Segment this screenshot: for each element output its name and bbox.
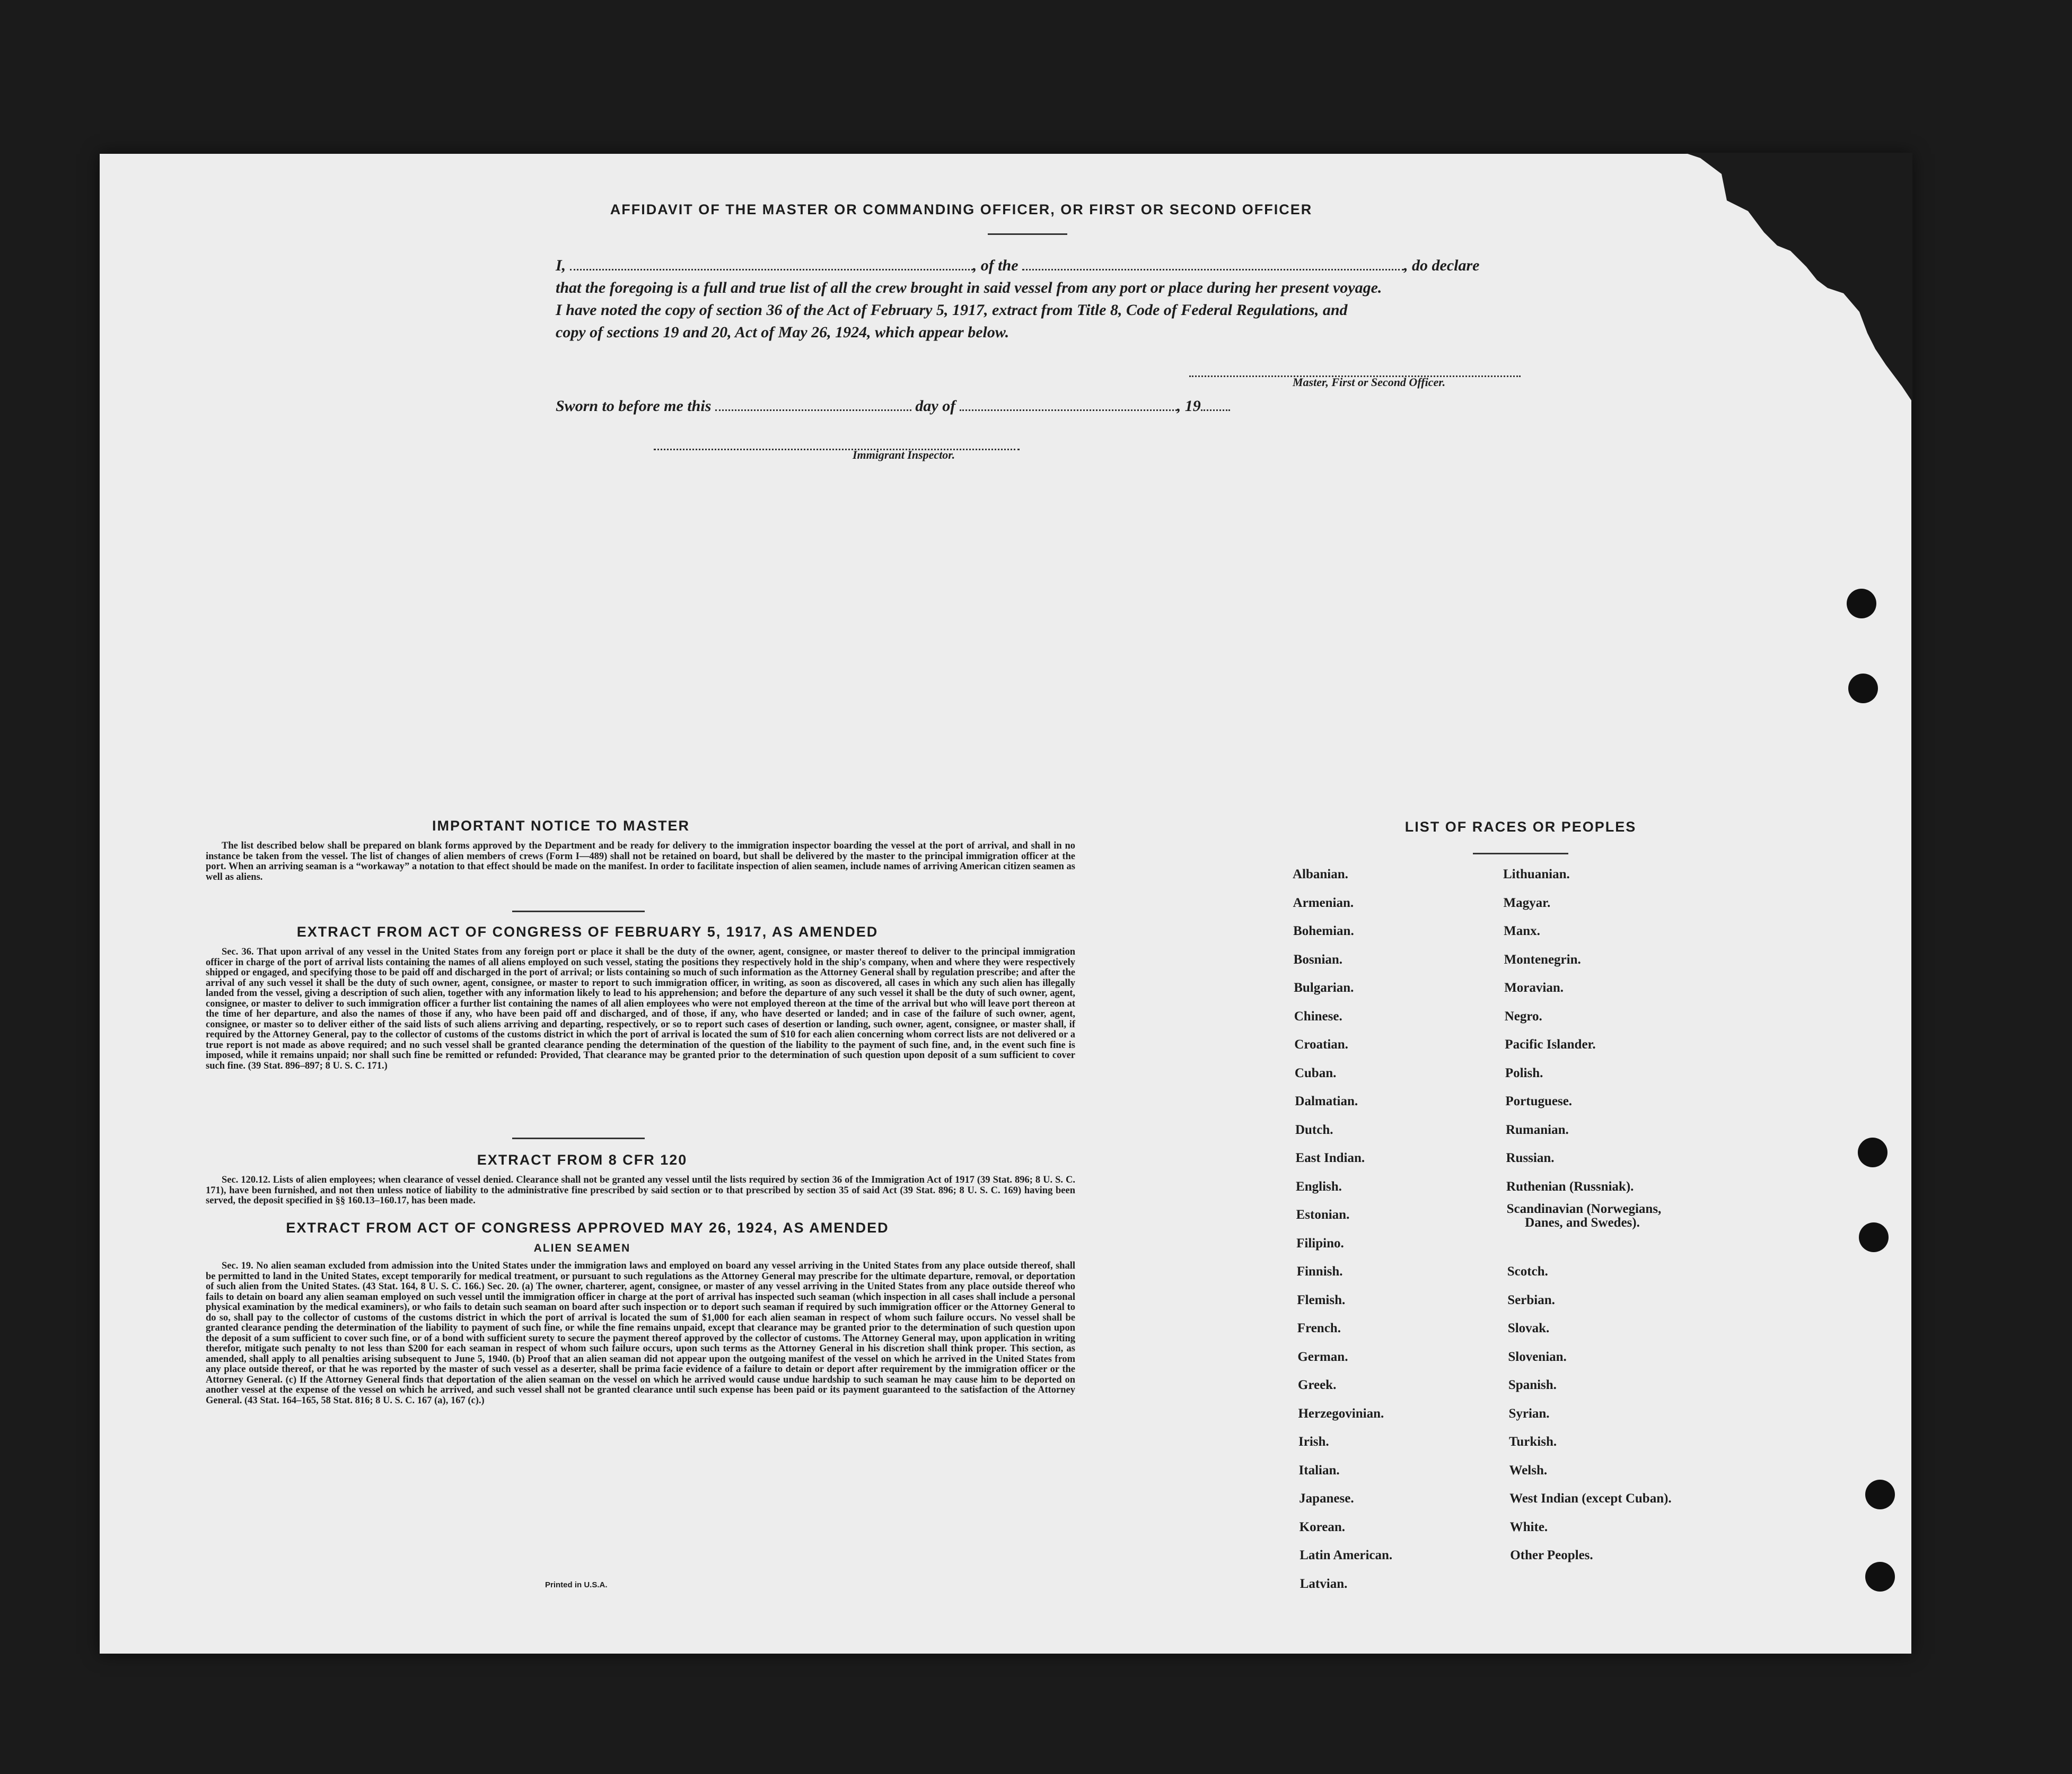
extract-1917-body: Sec. 36. That upon arrival of any vessel in the United States from any foreign port or place it shall be the duty of the owner, agent, consignee, or master thereof to deliver to the principal immigration officer in charge of the port of arrival lists containing the names of all aliens employed on such vessel, stating the positions they respectively hold in the ship's company, when and where they were respectively shipped or engaged, and specifying those to be paid off and discharged in the port of arrival; or lists containing so much of such information as the Attorney General shall by regulation prescribe; and after the arrival of any such vessel it shall be the duty of such owner, agent, consignee, or master to report to such immigration officer, in writing, as soon as discovered, all cases in which any such alien has illegally landed from the vessel, giving a description of such alien, together with any information likely to lead to his apprehension; and before the departure of any such vessel it shall be the duty of such owner, agent, consignee, or master to deliver to such immigration officer a further list containing the names of all alien employees who were not employed thereon at the time of the arrival but who will leave port thereon at the time of her departure, and also the names of those if any, who have been paid off and discharged, and of those, if any, who have deserted or landed; and in case of the failure of such owner, agent, consignee, or master so to deliver either of the said lists of such aliens arriving and departing, respectively, or so to report such cases of desertion or landing, such owner, agent, consignee, or master shall, if required by the Attorney General, pay to the collector of customs of the customs district in which the port of arrival is located the sum of $10 for each alien concerning whom correct lists are not delivered or a true report is not made as above required; and no such vessel shall be granted clearance pending the determination of the question of the liability to the payment of such fine, and, in the event such fine is imposed, while it remains unpaid; nor shall such fine be remitted or refunded: Provided, That clearance may be granted prior to the determination of such question upon deposit of a sum sufficient to cover such fine. (39 Stat. 896–897; 8 U. S. C. 171.) (206, 947, 1075, 1071)
notice-body: The list described below shall be prepared on blank forms approved by the Department and be ready for delivery to the immigration inspector boarding the vessel at the port of arrival, and shall in no instance be taken from the vessel. The list of changes of alien members of crews (Form I—489) shall not be retained on board, but shall be delivered by the master to the principal immigration officer at the port. When an arriving seaman is a “workaway” a notation to that effect should be made on the manifest. In order to facilitate inspection of alien seamen, include names of arriving American citizen seamen as well as aliens. (206, 841, 1075, 882)
race-item: French. (1297, 1321, 1341, 1335)
race-item: German. (1297, 1349, 1348, 1364)
race-item: Armenian. (1293, 895, 1354, 910)
name-blank[interactable] (570, 255, 973, 270)
extract-1924-title: EXTRACT FROM ACT OF CONGRESS APPROVED MAY 26, 1924, AS AMENDED (286, 1220, 889, 1236)
race-item: Welsh. (1509, 1463, 1548, 1478)
race-item: Japanese. (1299, 1491, 1354, 1506)
affidavit-i: I, (556, 257, 566, 274)
race-item: Montenegrin. (1504, 952, 1581, 967)
sworn-prefix: Sworn to before me this (556, 397, 712, 415)
race-item: Herzegovinian. (1298, 1406, 1384, 1421)
race-item: Lithuanian. (1503, 867, 1570, 881)
torn-corner-damage (1684, 153, 1912, 402)
inspector-caption: Immigrant Inspector. (853, 448, 955, 461)
race-item: Dutch. (1295, 1122, 1333, 1137)
affidavit-line-3: I have noted the copy of section 36 of the Act of February 5, 1917, extract from Title 8, Code of Federal Regulations, and (556, 301, 1348, 319)
extract-cfr-body: Sec. 120.12. Lists of alien employees; when clearance of vessel denied. Clearance shall not be granted any vessel until the lists required by section 36 of the Immigration Act of 1917 (39 Stat. 896; 8 U. S. C. 171), have been furnished, and not then unless notice of liability to the administrative fine prescribed by said section or to that prescribed by section 35 of said Act (39 Stat. 896; 8 U. S. C. 169) having been served, the deposit specified in §§ 160.13–160.17, has been made. (206, 1175, 1075, 1206)
master-signature-line[interactable] (1189, 362, 1521, 377)
race-item: Dalmatian. (1295, 1094, 1358, 1108)
race-item: Syrian. (1508, 1406, 1550, 1421)
race-item: Danes, and Swedes). (1525, 1216, 1640, 1230)
document-page (100, 154, 1911, 1654)
race-item: English. (1296, 1179, 1342, 1194)
races-title: LIST OF RACES OR PEOPLES (1404, 819, 1637, 835)
race-item: Bohemian. (1293, 924, 1354, 938)
sworn-year-prefix: , 19 (1177, 397, 1201, 415)
printed-in-usa: Printed in U.S.A. (545, 1580, 608, 1589)
race-item: Scandinavian (Norwegians, (1506, 1202, 1662, 1217)
divider (512, 911, 645, 912)
race-item: Negro. (1504, 1009, 1542, 1024)
affidavit-line-4: copy of sections 19 and 20, Act of May 26, 1924, which appear below. (556, 324, 1009, 341)
race-item: Croatian. (1294, 1037, 1348, 1052)
affidavit-line-2: that the foregoing is a full and true list of all the crew brought in said vessel from any port or place during her present voyage. (556, 279, 1382, 296)
race-item: Finnish. (1296, 1264, 1343, 1279)
race-item: Filipino. (1296, 1236, 1344, 1251)
race-item: Polish. (1505, 1065, 1543, 1080)
race-item: Scotch. (1507, 1264, 1548, 1279)
vessel-blank[interactable] (1022, 255, 1404, 270)
race-item: Estonian. (1296, 1208, 1350, 1222)
race-item: Pacific Islander. (1505, 1037, 1596, 1052)
affidavit-body (556, 255, 1521, 344)
race-item: Serbian. (1507, 1292, 1555, 1307)
punch-hole (1865, 1562, 1895, 1592)
race-item: Flemish. (1297, 1292, 1346, 1307)
race-item: Irish. (1298, 1435, 1329, 1449)
race-item: Turkish. (1509, 1435, 1557, 1449)
race-item: Magyar. (1503, 895, 1551, 910)
affidavit-of-the: , of the (972, 257, 1019, 274)
race-item: Rumanian. (1505, 1122, 1569, 1137)
race-item: West Indian (except Cuban). (1509, 1491, 1672, 1506)
sworn-day-blank[interactable] (715, 396, 911, 411)
race-item: Italian. (1298, 1463, 1340, 1478)
race-item: Moravian. (1504, 981, 1564, 995)
race-item: Russian. (1506, 1151, 1555, 1165)
notice-title: IMPORTANT NOTICE TO MASTER (432, 818, 690, 834)
race-item: Latin American. (1300, 1548, 1393, 1562)
race-item: Slovak. (1507, 1321, 1550, 1335)
race-item: Cuban. (1294, 1065, 1337, 1080)
punch-hole (1848, 674, 1878, 703)
race-item: Slovenian. (1508, 1349, 1567, 1364)
race-item: Latvian. (1300, 1576, 1348, 1591)
affidavit-declare: , do declare (1404, 257, 1480, 274)
race-item: Ruthenian (Russniak). (1506, 1179, 1634, 1194)
race-item: White. (1509, 1519, 1548, 1534)
divider (512, 1138, 645, 1139)
race-item: Other Peoples. (1510, 1548, 1593, 1562)
race-item: Portuguese. (1505, 1094, 1573, 1108)
divider (1473, 853, 1568, 854)
sworn-year-blank[interactable] (1201, 396, 1230, 411)
race-item: Chinese. (1294, 1009, 1342, 1024)
extract-1917-title: EXTRACT FROM ACT OF CONGRESS OF FEBRUARY 5, 1917, AS AMENDED (296, 924, 879, 940)
extract-1924-body: Sec. 19. No alien seaman excluded from admission into the United States under the immigration laws and employed on board any vessel arriving in the United States from any place outside thereof, shall be permitted to land in the United States, except temporarily for medical treatment, or pursuant to such regulations as the Attorney General may prescribe for the ultimate departure, removal, or deportation of such alien from the United States. (43 Stat. 164, 8 U. S. C. 166.) Sec. 20. (a) The owner, charterer, agent, consignee, or master of any vessel arriving in the United States from any place outside thereof who fails to detain on board any alien seaman employed on such vessel until the immigration officer in charge at the port of arrival has inspected such seaman (which inspection in all cases shall include a personal physical examination by the medical examiners), or who fails to detain such seaman on board after such inspection or to deport such seaman if required by such immigration officer or the Attorney General to do so, shall pay to the collector of customs of the customs district in which the port of arrival is located the sum of $1,000 for each alien seaman in respect of whom such failure occurs. No vessel shall be granted clearance pending the determination of the liability to payment of such fine, or while the fine remains unpaid, except that clearance may be granted prior to the determination of such question upon the deposit of a sum sufficient to cover such fine, or of a bond with sufficient surety to secure the payment thereof approved by the collector of customs. The Attorney General may, upon application in writing therefor, mitigate such penalty to not less than $200 for each seaman in respect of whom such failure occurs, upon such terms as the Attorney General in his discretion shall think proper. This section, as amended, shall apply to all penalties arising subsequent to June 5, 1940. (b) Proof that an alien seaman did not appear upon the outgoing manifest of the vessel on which he arrived in the United States from any place outside thereof, or that he was reported by the master of such vessel as a deserter, shall be prima facie evidence of a failure to detain or deport after requirement by the immigration officer or the Attorney General. (c) If the Attorney General finds that deportation of the alien seaman on the vessel on which he arrived would cause undue hardship to such seaman he may cause him to be deported on another vessel at the expense of the vessel on which he arrived, and such vessel shall not be granted clearance until such expense has been paid or its payment guaranteed to the satisfaction of the Attorney General. (43 Stat. 164–165, 58 Stat. 816; 8 U. S. C. 167 (a), 167 (c).) (206, 1261, 1075, 1406)
extract-cfr-title: EXTRACT FROM 8 CFR 120 (477, 1152, 688, 1168)
sworn-line (556, 395, 1230, 417)
punch-hole (1859, 1222, 1889, 1252)
divider (988, 233, 1067, 235)
race-item: Albanian. (1293, 867, 1348, 881)
affidavit-title: AFFIDAVIT OF THE MASTER OR COMMANDING OFFICER, OR FIRST OR SECOND OFFICER (610, 202, 1313, 217)
race-item: Manx. (1504, 924, 1540, 938)
punch-hole (1847, 589, 1876, 618)
punch-hole (1858, 1138, 1887, 1167)
extract-1924-subtitle: ALIEN SEAMEN (533, 1242, 631, 1254)
race-item: Greek. (1297, 1378, 1337, 1392)
race-item: East Indian. (1295, 1151, 1365, 1165)
race-item: Korean. (1299, 1519, 1345, 1534)
affidavit-line-1 (556, 255, 1521, 277)
sworn-day-of: day of (915, 397, 956, 415)
punch-hole (1865, 1480, 1895, 1509)
race-item: Bulgarian. (1294, 981, 1354, 995)
master-caption: Master, First or Second Officer. (1293, 375, 1446, 389)
sworn-month-blank[interactable] (960, 396, 1177, 411)
race-item: Bosnian. (1293, 952, 1343, 967)
race-item: Spanish. (1508, 1378, 1557, 1392)
